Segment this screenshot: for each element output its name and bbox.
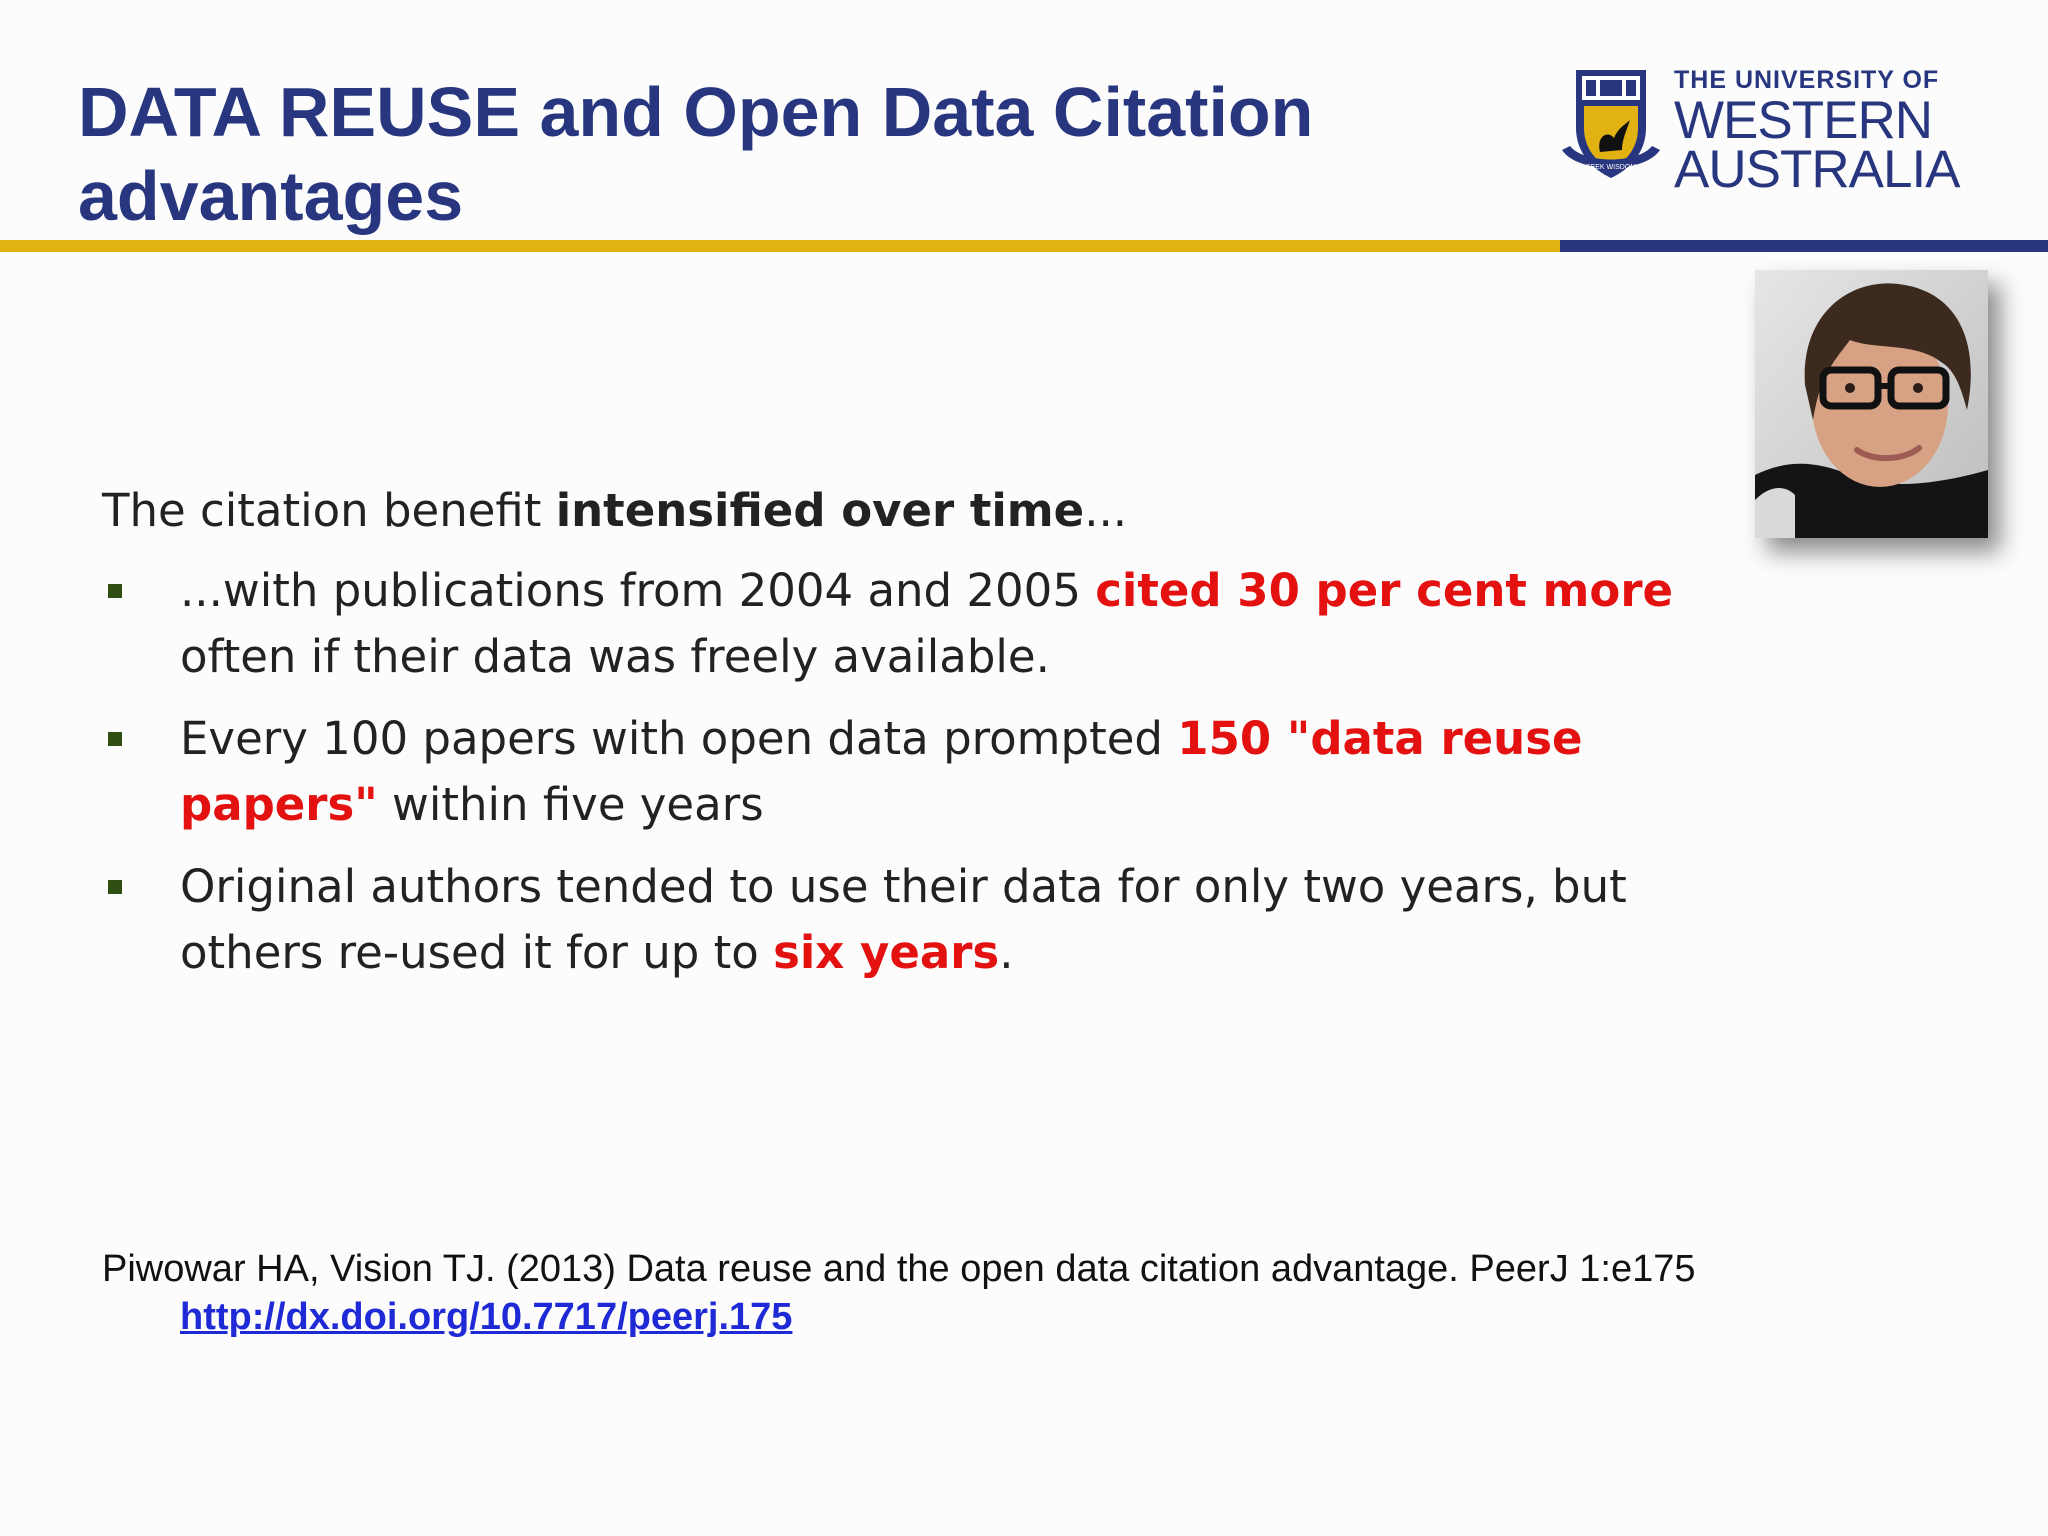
reference-citation	[102, 1245, 1822, 1341]
logo-line-3: AUSTRALIA	[1674, 140, 1960, 199]
logo-wordmark	[1674, 66, 1960, 199]
slide-title-line-2: advantages	[78, 157, 464, 235]
bullet-text: often if their data was freely available.	[180, 630, 1050, 683]
doi-link[interactable]: http://dx.doi.org/10.7717/peerj.175	[180, 1296, 793, 1338]
bullet-item	[102, 706, 1782, 838]
bullet-item	[102, 854, 1782, 986]
university-logo	[1556, 66, 1960, 199]
bullet-item	[102, 558, 1782, 690]
author-photo	[1755, 270, 1988, 538]
logo-line-1: THE UNIVERSITY OF	[1674, 66, 1940, 94]
intro-suffix: ...	[1084, 484, 1128, 537]
slide-title	[78, 70, 1428, 238]
bullet-text: within five years	[377, 778, 764, 831]
crest-icon	[1556, 66, 1666, 184]
logo-line-2: WESTERN	[1674, 91, 1932, 150]
square-bullet-icon	[108, 732, 122, 746]
intro-emphasis: intensified over time	[555, 484, 1085, 537]
bullet-text: Every 100 papers with open data prompted	[180, 712, 1178, 765]
slide-title-line-1: DATA REUSE and Open Data Citation	[78, 73, 1314, 151]
bullet-text: .	[999, 926, 1014, 979]
bullet-highlight: 150 "data reuse papers"	[180, 712, 1583, 831]
header-rule-gold	[0, 240, 1560, 252]
intro-text	[102, 478, 1782, 544]
slide-body	[102, 478, 1782, 1002]
bullet-highlight: six years	[773, 926, 1000, 979]
header-rule-blue	[1560, 240, 2048, 252]
bullet-list	[102, 558, 1782, 986]
square-bullet-icon	[108, 880, 122, 894]
citation-text: Piwowar HA, Vision TJ. (2013) Data reuse and the open data citation advantage. PeerJ 1:e175	[102, 1248, 1696, 1290]
bullet-text: ...with publications from 2004 and 2005	[180, 564, 1096, 617]
square-bullet-icon	[108, 584, 122, 598]
bullet-highlight: cited 30 per cent more	[1095, 564, 1674, 617]
intro-prefix: The citation benefit	[102, 484, 556, 537]
bullet-text: Original authors tended to use their data for only two years, but others re-used it for up to	[180, 860, 1627, 979]
logo-motto: SEEK WISDOM	[1585, 164, 1637, 171]
